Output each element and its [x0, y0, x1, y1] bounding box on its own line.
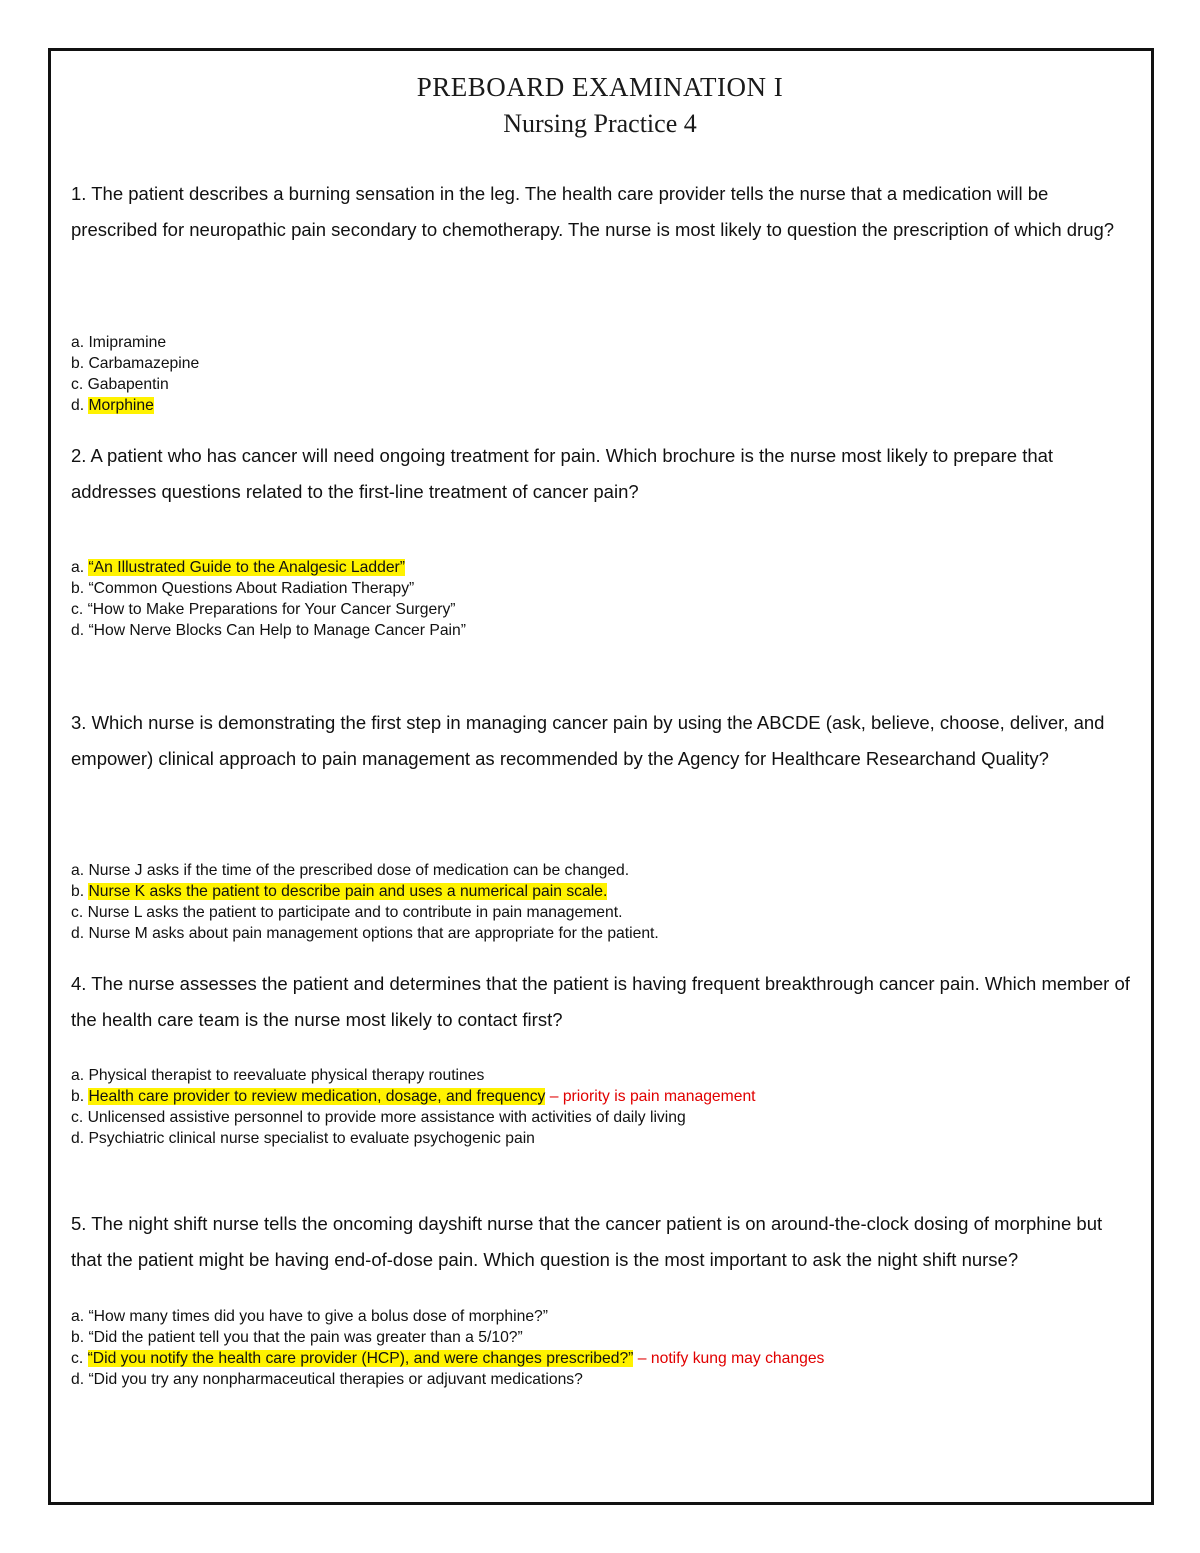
choice-5c	[71, 1348, 1131, 1369]
choice-1b	[71, 353, 1131, 374]
choice-text: Nurse J asks if the time of the prescribed dose of medication can be changed.	[88, 862, 630, 879]
choice-text: “Did the patient tell you that the pain was greater than a 5/10?”	[88, 1329, 523, 1346]
choice-note: – priority is pain management	[549, 1088, 756, 1105]
choice-letter: a.	[71, 559, 85, 576]
choice-1d	[71, 395, 1131, 416]
choice-text-highlighted: “An Illustrated Guide to the Analgesic Ladder”	[88, 559, 406, 576]
question-2-choices	[71, 557, 1131, 641]
choice-text: “Common Questions About Radiation Therapy”	[88, 580, 415, 597]
choice-text: “How to Make Preparations for Your Cancer Surgery”	[87, 601, 456, 618]
choice-letter: b.	[71, 580, 85, 597]
choice-5a	[71, 1306, 1131, 1327]
choice-text: “How Nerve Blocks Can Help to Manage Cancer Pain”	[88, 622, 466, 639]
choice-letter: b.	[71, 1329, 85, 1346]
choice-letter: c.	[71, 376, 84, 393]
question-3-choices	[71, 860, 1131, 944]
question-2-stem: 2. A patient who has cancer will need ongoing treatment for pain. Which brochure is the nurse most likely to prepare that addresses questions related to the first-line treatment of cancer pain?	[71, 445, 1054, 502]
question-4-stem: 4. The nurse assesses the patient and determines that the patient is having frequent breakthrough cancer pain. Which member of the health care team is the nurse most likely to contact first?	[71, 973, 1130, 1030]
question-5-stem: 5. The night shift nurse tells the oncoming dayshift nurse that the cancer patient is on around-the-clock dosing of morphine but that the patient might be having end-of-dose pain. Which question is the most important to ask the night shift nurse?	[71, 1213, 1103, 1270]
choice-2a	[71, 557, 1131, 578]
choice-text: Physical therapist to reevaluate physical therapy routines	[88, 1067, 485, 1084]
choice-letter: b.	[71, 1088, 85, 1105]
choice-2d	[71, 620, 1131, 641]
choice-4a	[71, 1065, 1131, 1086]
choice-letter: a.	[71, 334, 85, 351]
choice-letter: c.	[71, 904, 84, 921]
choice-letter: c.	[71, 601, 84, 618]
choice-4b	[71, 1086, 1131, 1107]
choice-1c	[71, 374, 1131, 395]
choice-text: Nurse M asks about pain management options that are appropriate for the patient.	[88, 925, 659, 942]
choice-2b	[71, 578, 1131, 599]
choice-text: Nurse L asks the patient to participate and to contribute in pain management.	[87, 904, 623, 921]
exam-subtitle: Nursing Practice 4	[503, 109, 697, 138]
exam-title: PREBOARD EXAMINATION I	[416, 72, 784, 102]
choice-note: – notify kung may changes	[637, 1350, 825, 1367]
choice-5b	[71, 1327, 1131, 1348]
choice-text: Imipramine	[88, 334, 167, 351]
choice-text-highlighted: Morphine	[88, 397, 154, 414]
choice-letter: a.	[71, 862, 85, 879]
choice-4d	[71, 1128, 1131, 1149]
choice-text: Gabapentin	[87, 376, 169, 393]
choice-3c	[71, 902, 1131, 923]
choice-text: Carbamazepine	[88, 355, 200, 372]
page-border	[48, 48, 1154, 1505]
choice-letter: b.	[71, 883, 85, 900]
choice-text-highlighted: Nurse K asks the patient to describe pain and uses a numerical pain scale.	[88, 883, 608, 900]
question-4-choices	[71, 1065, 1131, 1149]
choice-letter: d.	[71, 1371, 85, 1388]
choice-1a	[71, 332, 1131, 353]
question-1-stem: 1. The patient describes a burning sensation in the leg. The health care provider tells the nurse that a medication will be prescribed for neuropathic pain secondary to chemotherapy. The nurse is most likely to question the prescription of which drug?	[71, 183, 1115, 240]
question-5-choices	[71, 1306, 1131, 1390]
choice-text: “How many times did you have to give a bolus dose of morphine?”	[88, 1308, 548, 1325]
choice-4c	[71, 1107, 1131, 1128]
choice-letter: d.	[71, 622, 85, 639]
choice-text-highlighted: “Did you notify the health care provider (HCP), and were changes prescribed?”	[87, 1350, 634, 1367]
choice-letter: c.	[71, 1109, 84, 1126]
choice-5d	[71, 1369, 1131, 1390]
question-1-choices	[71, 332, 1131, 416]
choice-letter: b.	[71, 355, 85, 372]
choice-letter: a.	[71, 1067, 85, 1084]
choice-text: Psychiatric clinical nurse specialist to evaluate psychogenic pain	[88, 1130, 535, 1147]
question-3-stem: 3. Which nurse is demonstrating the first step in managing cancer pain by using the ABCDE (ask, believe, choose, deliver, and empower) clinical approach to pain management as recommended by the Agency for Healthcare Researchand Quality?	[71, 712, 1105, 769]
choice-3a	[71, 860, 1131, 881]
choice-letter: d.	[71, 925, 85, 942]
choice-text: Unlicensed assistive personnel to provide more assistance with activities of daily living	[87, 1109, 686, 1126]
choice-text-highlighted: Health care provider to review medication, dosage, and frequency	[88, 1088, 546, 1105]
choice-text: “Did you try any nonpharmaceutical therapies or adjuvant medications?	[88, 1371, 583, 1388]
choice-letter: c.	[71, 1350, 84, 1367]
choice-letter: a.	[71, 1308, 85, 1325]
choice-letter: d.	[71, 1130, 85, 1147]
choice-2c	[71, 599, 1131, 620]
choice-3b	[71, 881, 1131, 902]
choice-3d	[71, 923, 1131, 944]
choice-letter: d.	[71, 397, 85, 414]
